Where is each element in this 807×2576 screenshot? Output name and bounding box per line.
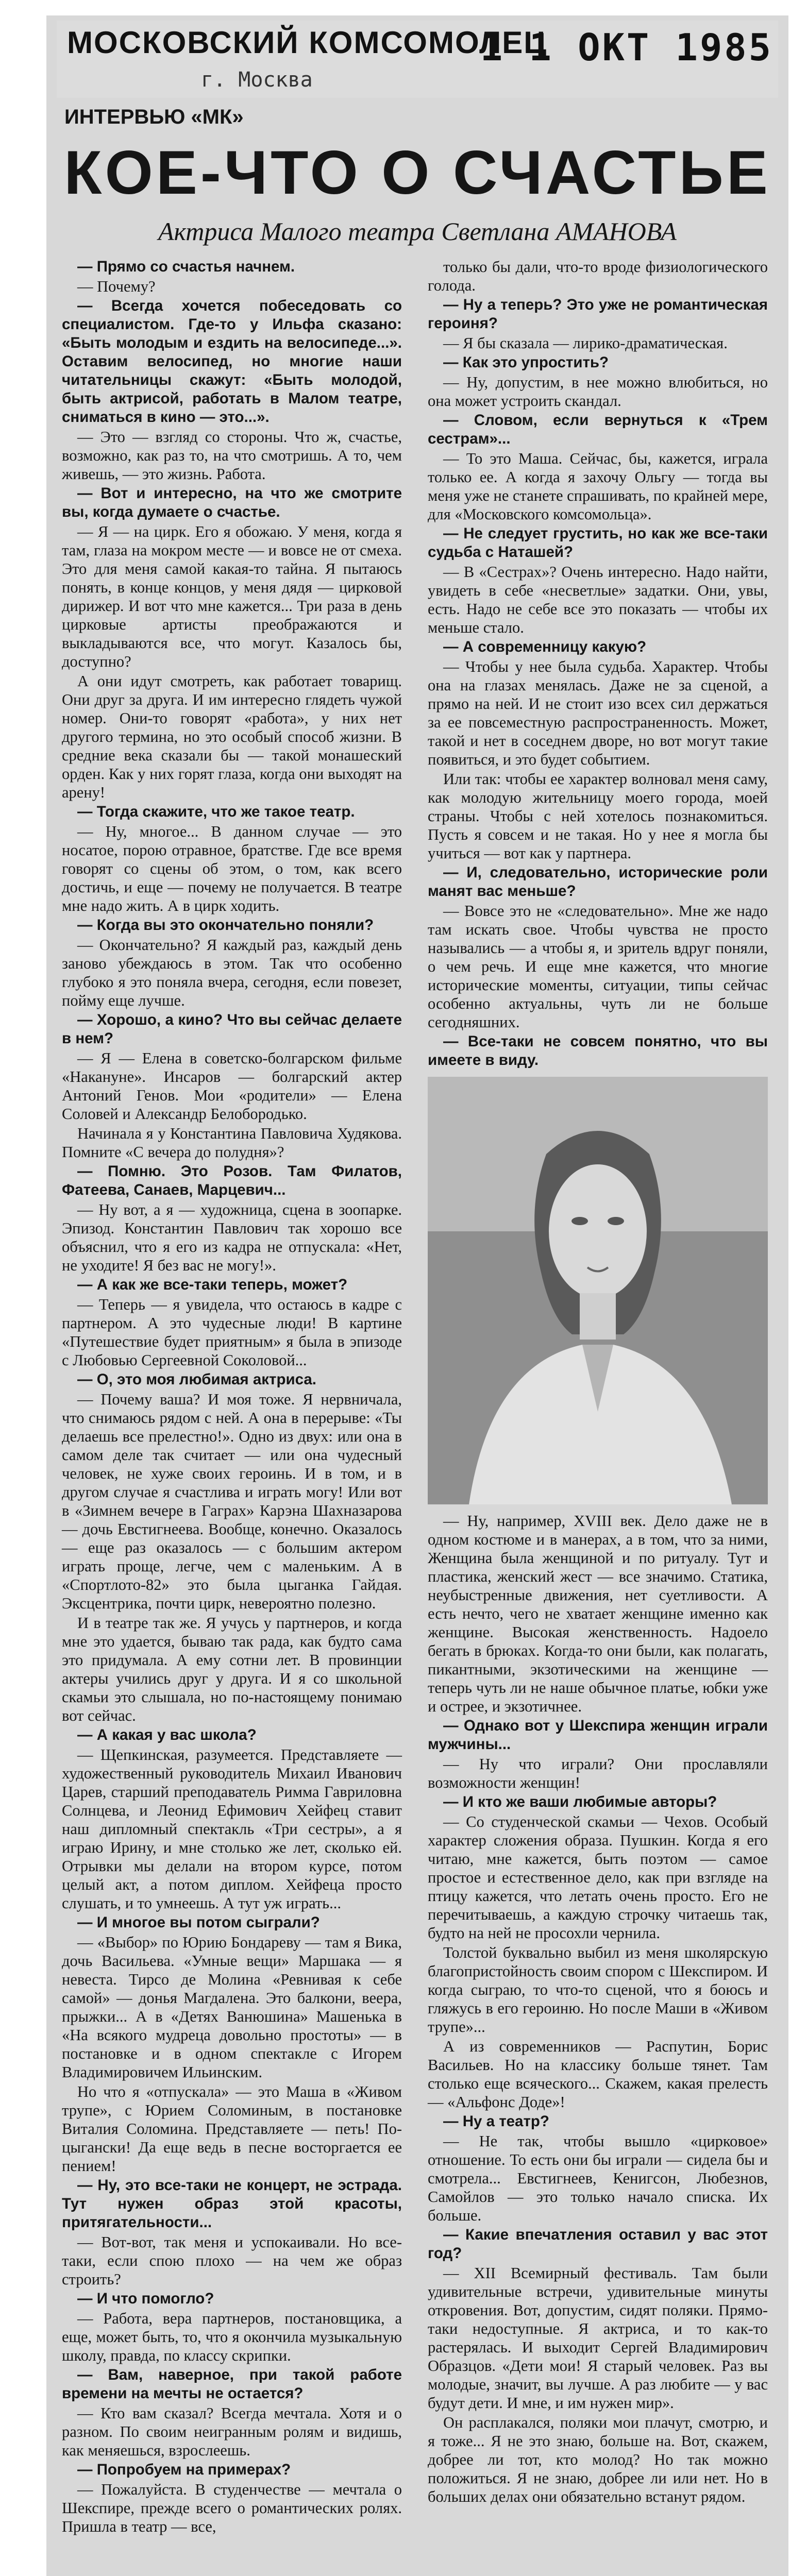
interview-answer: — Я — Елена в советско-болгарском фильме «Накануне». Инсаров — болгарский актер Антоний Генов. Мои «родители» — Елена Соловей и Александр Белобородько. [62,1049,402,1123]
interview-question: — Как это упростить? [443,354,609,371]
interview-answer: — В «Сестрах»? Очень интересно. Надо найти, увидеть в себе «несветлые» задатки. Они, увы, есть. Надо не себе все это показать — чтобы их меньше стало. [428,563,768,636]
interview-answer: — Ну, многое... В данном случае — это носатое, порою отравное, братстве. Где все время говорят со сцены об этом, о том, как всего достичь, и еще — почему не получается. В театре мне надо жить. А в цирк ходить. [62,823,402,914]
interview-question: — Прямо со счастья начнем. [77,258,295,275]
interview-question: — Когда вы это окончательно поняли? [77,917,374,934]
interview-question: — Хорошо, а кино? Что вы сейчас делаете в нем? [62,1011,402,1047]
interview-answer: Начинала я у Константина Павловича Худякова. Помните «С вечера до полудня»? [62,1125,402,1161]
interview-question: — Ну, это все-таки не концерт, не эстрада. Тут нужен образ этой красоты, притягательности... [62,2177,402,2231]
interview-answer: А они идут смотреть, как работает товарищ. Они друг за друга. И им интересно глядеть чужой номер. Они-то говорят «работа», у них нет другого термина, но это особый способ жизни. В средние века сказали бы — такой монашеский орден. Как у них горят глаза, когда они выходят на арену! [62,672,402,801]
interview-answer: — Почему ваша? И моя тоже. Я нервничала, что снимаюсь рядом с ней. А она в перерыве: «Ты делаешь все прелестно!». Одно из двух: или она в самом деле так считает — или она чудесный человек, не хуже своих героинь. И в том, и в другом случае я счастлива и играть могу! Или вот в «Зимнем вечере в Гаграх» Карэна Шахназарова — дочь Евстигнеева. Вообще, конечно. Оказалось — еще раз оказалось — с большим актером играть проще, легче, чем с маленьким. А в «Спортлото-82» это была цыганка Гайдая. Эксцентрика, почти цирк, невероятно полезно. [62,1391,402,1612]
interview-answer: — Вовсе это не «следовательно». Мне же надо там искать свое. Чтобы чувства не просто назывались — а чтобы я, и зритель вдруг поняли, о чем речь. И еще мне кажется, что многие исторические моменты, ситуации, типы сейчас особенно актуальны, чуть ли не больше сегодняшних. [428,902,768,1031]
interview-answer: — Щепкинская, разумеется. Представляете — художественный руководитель Михаил Иванович Царев, старший преподаватель Римма Гавриловна Солнцева, и Леонид Ефимович Хейфец ставит наш дипломный спектакль «Три сестры», а я играю Ирину, и мне столько же лет, сколько ей. Отрывки мы делали на втором курсе, потом целый акт, а потом диплом. Хейфеца просто слушать, и то умнеешь. А тут уж играть... [62,1746,402,1912]
interview-answer: — Почему? [77,278,156,295]
interview-answer: — XII Всемирный фестиваль. Там были удивительные встречи, удивительные минуты откровения. Вот, допустим, сидят поляки. Прямо-таки недоступные. Я актриса, и то как-то растерялась. И выходит Сергей Владимирович Образцов. «Дети мои! Я старый человек. Раз вы молодые, значит, вы лучше. А раз любите — у вас будут дети. И мне, и им нужен мир». [428,2264,768,2412]
interview-answer: А из современников — Распутин, Борис Васильев. Но на классику больше тянет. Там столько еще всяческого... Скажем, какая прелесть — «Альфонс Доде»! [428,2038,768,2111]
interview-question: — А какая у вас школа? [77,1726,257,1743]
newspaper-masthead: МОСКОВСКИЙ КОМСОМОЛЕЦ [67,25,548,60]
interview-question: — И, следовательно, исторические роли манят вас меньше? [428,864,768,900]
interview-question: — И кто же ваши любимые авторы? [443,1793,717,1810]
interview-question: — Помню. Это Розов. Там Филатов, Фатеева, Санаев, Марцевич... [62,1163,402,1198]
city-label: г. Москва [201,68,313,92]
interview-question: — Тогда скажите, что же такое театр. [77,803,355,820]
interview-answer: — Ну, например, XVIII век. Дело даже не в одном костюме и в манерах, а в том, что за ними, Женщина была женщиной и по ритуалу. Тут и пластика, женский жест — все значимо. Статика, неубыстренные движения, нет суетливости. А есть нечто, чего не хватает женщине именно как женщине. Высокая женственность. Надоело бегать в брюках. Когда-то они были, как полагать, пикантными, экзотическими на женщине — теперь чуть ли не наше обычное платье, юбки уже и острее, и экзотичнее. [428,1512,768,1715]
interview-answer: — Работа, вера партнеров, постановщика, а еще, может быть, то, что я окончила музыкальную школу, правда, по классу скрипки. [62,2310,402,2364]
interview-question: — Ну а театр? [443,2113,549,2130]
interview-answer: — Окончательно? Я каждый раз, каждый день заново убеждаюсь в этом. Так что особенно глубоко я это поняла вчера, сегодня, если повезет, пойму еще лучше. [62,936,402,1009]
interview-question: — Какие впечатления оставил у вас этот год? [428,2226,768,2262]
interview-answer: — Со студенческой скамьи — Чехов. Особый характер сложения образа. Пушкин. Когда я его читаю, мне кажется, быть поэтом — самое простое и естественное дело, как при взгляде на птицу кажется, что летать очень просто. Его не перечитываешь, а каждую строчку читаешь так, будто на ней не просохли чернила. [428,1813,768,1942]
interview-answer: — Теперь — я увидела, что остаюсь в кадре с партнером. А это чудесные люди! В картине «Путешествие будет приятным» я была в эпизоде с Любовью Сергеевной Соколовой... [62,1296,402,1369]
interview-question: — Словом, если вернуться к «Трем сестрам»... [428,412,768,447]
interview-answer: И в театре так же. Я учусь у партнеров, и когда мне это удается, бываю так рада, как будто сама это придумала. А ему сотни лет. В провинции актеры учились друг у друга. И я со школьной скамьи это слышала, но по-настоящему понимаю вот сейчас. [62,1614,402,1724]
interview-answer: Он расплакался, поляки мои плачут, смотрю, и я тоже... Я не это знаю, больше на. Вот, скажем, добрее ли тот, кто молод? Но так можно положиться. Я не знаю, добрее ли или нет. Но в больших делах они обязательно встанут рядом. [428,2414,768,2505]
interview-question: — Все-таки не совсем понятно, что вы имеете в виду. [428,1033,768,1069]
article-title: КОЕ-ЧТО О СЧАСТЬЕ [64,138,771,207]
date-stamp: 1 1 ОКТ 1985 [480,26,773,69]
interview-question: — Вот и интересно, на что же смотрите вы, когда думаете о счастье. [62,485,402,520]
interview-answer: — Вот-вот, так меня и успокаивали. Но все-таки, если спою плохо — на чем же образ строить? [62,2233,402,2288]
interview-answer: — Это — взгляд со стороны. Что ж, счастье, возможно, как раз то, на что смотришь. А то, чем живешь, — это жизнь. Работа. [62,428,402,483]
clipping-header [57,21,778,98]
interview-question: — Вам, наверное, при такой работе времени на мечты не остается? [62,2366,402,2402]
rubric: ИНТЕРВЬЮ «МК» [64,106,244,128]
right-column [428,258,768,2506]
interview-answer: — То это Маша. Сейчас, бы, кажется, играла только ее. А когда я захочу Ольгу — тогда вы меня уже не станете спрашивать, по крайней мере, для «Московского комсомольца». [428,450,768,523]
right-column-top [428,258,768,1070]
interview-question: — Однако вот у Шекспира женщин играли мужчины... [428,1717,768,1753]
interview-answer: — Я — на цирк. Его я обожаю. У меня, когда я там, глаза на мокром месте — и вовсе не от смеха. Это для меня самой какая-то тайна. Я пытаюсь понять, в конце концов, у меня дядя — цирковой дирижер. И вот что мне кажется... Три раза в день цирковые артисты преображаются и выкладываются все, что могут. Казалось бы, доступно? [62,523,402,670]
actress-photo [428,1077,768,1504]
interview-question: — Всегда хочется побеседовать со специалистом. Где-то у Ильфа сказано: «Быть молодым и ездить на велосипеде...». Оставим велосипед, но многие наши читательницы скажут: «Быть молодой, быть актрисой, работать в Малом театре, сниматься в кино — это...». [62,297,402,426]
article-subtitle: Актриса Малого театра Светлана АМАНОВА [158,217,677,246]
interview-answer: Но что я «отпускала» — это Маша в «Живом трупе», с Юрием Соломиным, в постановке Виталия Соломина. Представляете — петь! По-цыгански! Да еще ведь в песне восторгается ее пением! [62,2083,402,2175]
interview-answer: — Я бы сказала — лирико-драматическая. [443,334,728,352]
interview-question: — И что помогло? [77,2290,214,2307]
interview-question: — А как же все-таки теперь, может? [77,1276,348,1293]
left-column [62,258,402,2536]
interview-question: — Ну а теперь? Это уже не романтическая героиня? [428,296,768,332]
interview-answer: — Чтобы у нее была судьба. Характер. Чтобы она на глазах менялась. Даже не за сценой, а прямо на ней. И не стоит изо всех сил держаться за ее повсеместную распространенность. Может, такой и нет в соседнем дворе, но вот могут такие появиться, и это будет событием. [428,658,768,768]
interview-answer: — Ну что играли? Они прославляли возможности женщин! [428,1755,768,1791]
interview-question: — А современницу какую? [443,638,647,655]
interview-answer: только бы дали, что-то вроде физиологического голода. [428,258,768,294]
interview-answer: — Ну вот, а я — художница, сцена в зоопарке. Эпизод. Константин Павлович так хорошо все объяснил, что я его из кадра не отпускала: «Нет, не уходите! Я без вас не могу!». [62,1201,402,1274]
right-column-bottom [428,1512,768,2506]
interview-question: — Попробуем на примерах? [77,2461,291,2478]
interview-answer: — Пожалуйста. В студенчестве — мечтала о Шекспире, прежде всего о романтических ролях. Пришла в театр — все, [62,2481,402,2535]
interview-answer: — Кто вам сказал? Всегда мечтала. Хотя и о разном. По своим неигранным ролям и видишь, как меняешься, взрослеешь. [62,2404,402,2459]
interview-answer: Толстой буквально выбил из меня школярскую благопристойность своим спором с Шекспиром. И когда сыграю, то что-то сценой, что я боюсь и гляжусь в его героиню. Но после Маши в «Живом трупе»... [428,1944,768,2036]
interview-answer: Или так: чтобы ее характер волновал меня саму, как молодую жительницу моего города, моей страны. Чтобы с ней хотелось познакомиться. Пусть я совсем и не такая. Но у нее я могла бы учиться — вот как у партнера. [428,770,768,862]
interview-question: — Не следует грустить, но как же все-таки судьба с Наташей? [428,525,768,561]
interview-answer: — Ну, допустим, в нее можно влюбиться, но она может устроить скандал. [428,374,768,410]
interview-answer: — Не так, чтобы вышло «цирковое» отношение. То есть они бы играли — сидела бы и смотрела... Евстигнеев, Кенигсон, Любезнов, Самойлов — это только начало списка. Их больше. [428,2132,768,2224]
interview-question: — О, это моя любимая актриса. [77,1371,316,1388]
interview-question: — И многое вы потом сыграли? [77,1914,320,1931]
interview-answer: — «Выбор» по Юрию Бондареву — там я Вика, дочь Васильева. «Умные вещи» Маршака — я невеста. Тирсо де Молина «Ревнивая к себе самой» — донья Магдалена. Это балкони, веера, прыжки... А в «Детях Ванюшина» Машенька в «На всякого мудреца довольно простоты» — в постановке и в одном спектакле с Игорем Владимировичем Ильинским. [62,1934,402,2081]
portrait-image [428,1077,768,1504]
